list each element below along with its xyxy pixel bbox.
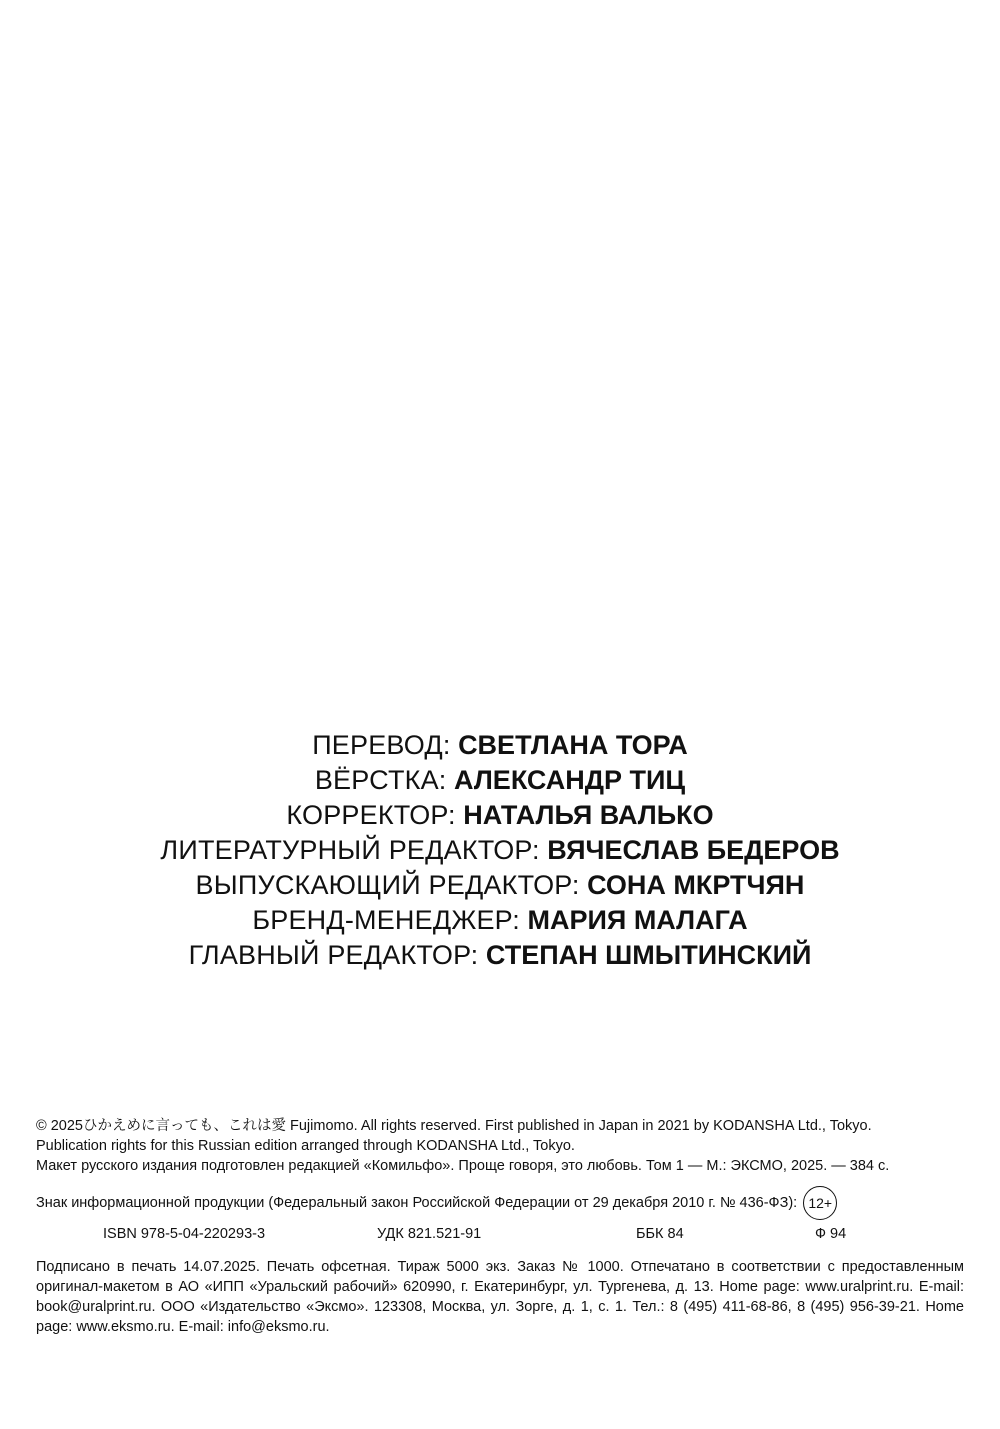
credit-name: СОНА МКРТЧЯН bbox=[587, 870, 805, 900]
credit-role: БРЕНД-МЕНЕДЖЕР: bbox=[252, 905, 520, 935]
age-rating-row bbox=[36, 1186, 966, 1220]
credit-brand-manager bbox=[0, 903, 1000, 938]
credit-name: ВЯЧЕСЛАВ БЕДЕРОВ bbox=[547, 835, 840, 865]
credit-literary-editor bbox=[0, 833, 1000, 868]
credit-role: ПЕРЕВОД: bbox=[312, 730, 451, 760]
credits-block bbox=[0, 728, 1000, 973]
credit-managing-editor bbox=[0, 868, 1000, 903]
credit-translator bbox=[0, 728, 1000, 763]
bbk-code: ББК 84 bbox=[636, 1226, 684, 1242]
age-rating-badge: 12+ bbox=[803, 1186, 837, 1220]
credit-role: ГЛАВНЫЙ РЕДАКТОР: bbox=[188, 940, 479, 970]
rights-line: Publication rights for this Russian edition arranged through KODANSHA Ltd., Tokyo. bbox=[36, 1138, 575, 1154]
age-rating-text: Знак информационной продукции (Федеральный закон Российской Федерации от 29 декабря 2010 г. № 436-ФЗ): bbox=[36, 1195, 798, 1211]
printing-text: Подписано в печать 14.07.2025. Печать офсетная. Тираж 5000 экз. Заказ № 1000. Отпечатано в соответствии с предоставленным оригинал-макетом в АО «ИПП «Уральский рабочий» 620990, г. Екатеринбург, ул. Тургенева, д. 13. Home page: www.uralprint.ru. E-mail: book@uralprint.ru. ООО «Издательство «Эксмо». 123308, Москва, ул. Зорге, д. 1, с. 1. Тел.: 8 (495) 411-68-86, 8 (495) 956-39-21. Home page: www.eksmo.ru. E-mail: info@eksmo.ru. bbox=[36, 1259, 964, 1335]
edition-line: Макет русского издания подготовлен редакцией «Комильфо». Проще говоря, это любовь. Том 1 — М.: ЭКСМО, 2025. — 384 с. bbox=[36, 1158, 890, 1174]
copyright-line: © 2025ひかえめに言っても、これは愛 Fujimomo. All rights reserved. First published in Japan in 2021 by KODANSHA Ltd., Tokyo. bbox=[36, 1118, 872, 1134]
credit-name: СВЕТЛАНА ТОРА bbox=[458, 730, 688, 760]
printing-info bbox=[36, 1257, 964, 1337]
credit-name: МАРИЯ МАЛАГА bbox=[527, 905, 748, 935]
udk-code: УДК 821.521-91 bbox=[377, 1226, 482, 1242]
credit-name: НАТАЛЬЯ ВАЛЬКО bbox=[463, 800, 714, 830]
credit-layout bbox=[0, 763, 1000, 798]
credit-role: ЛИТЕРАТУРНЫЙ РЕДАКТОР: bbox=[160, 835, 540, 865]
classification-codes bbox=[0, 1224, 1000, 1244]
copyright-block bbox=[36, 1116, 964, 1176]
credit-role: КОРРЕКТОР: bbox=[286, 800, 456, 830]
credit-name: АЛЕКСАНДР ТИЦ bbox=[454, 765, 686, 795]
isbn: ISBN 978-5-04-220293-3 bbox=[103, 1226, 266, 1242]
credit-proofreader bbox=[0, 798, 1000, 833]
credit-editor-in-chief bbox=[0, 938, 1000, 973]
f-code: Ф 94 bbox=[815, 1226, 847, 1242]
credit-role: ВЁРСТКА: bbox=[314, 765, 447, 795]
credit-role: ВЫПУСКАЮЩИЙ РЕДАКТОР: bbox=[195, 870, 580, 900]
credit-name: СТЕПАН ШМЫТИНСКИЙ bbox=[485, 940, 812, 970]
